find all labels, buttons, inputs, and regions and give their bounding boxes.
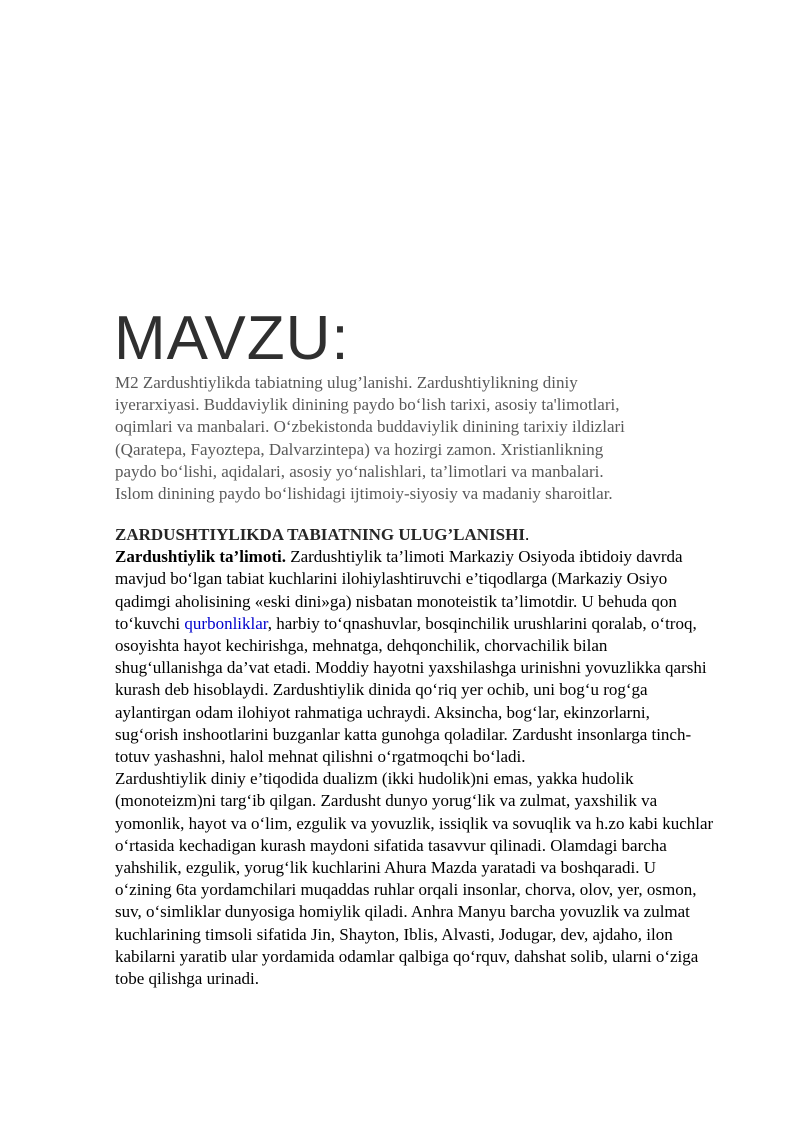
- section-heading-period: .: [524, 525, 530, 544]
- section-heading-line: [115, 524, 715, 546]
- paragraph-1: [115, 546, 715, 768]
- paragraph-1-lead: Zardushtiylik ta’limoti.: [115, 547, 286, 567]
- paragraph-1-text-a: Zardushtiylik ta’limoti Markaziy Osiyoda ibtidoiy davrda mavjud bo‘lgan tabiat kuchlarini ilohiylashtiruvchi e’tiqodlarga (Markaziy Osiyo qadimgi aholisining «eski dini»ga) nisbatan monoteistik ta’limotdir. U behuda qon to‘kuvchi: [115, 547, 683, 633]
- paragraph-1-text-b: , harbiy to‘qnashuvlar, bosqinchilik urushlarini qoralab, o‘troq, osoyishta hayot kechirishga, mehnatga, dehqonchilik, chorvachilik bilan shug‘ullanishga da’vat etadi. Moddiy hayotni yaxshilashga urinishni yovuzlikka qarshi kurash deb hisoblaydi. Zardushtiylik dinida qo‘riq yer ochib, uni bog‘u rog‘ga aylantirgan odam ilohiyot rahmatiga uchraydi. Aksincha, bog‘lar, ekinzorlarni, sug‘orish inshootlarini buzganlar katta gunohga qoladilar. Zardusht insonlarga tinch-totuv yashashni, halol mehnat qilishni o‘rgatmoqchi bo‘ladi.: [115, 613, 707, 767]
- page-title: MAVZU:: [114, 304, 350, 373]
- section-heading: ZARDUSHTIYLIKDA TABIATNING ULUG’LANISHI: [115, 525, 525, 544]
- topic-subtitle: M2 Zardushtiylikda tabiatning ulug’lanishi. Zardushtiylikning diniy iyerarxiyasi. Buddaviylik dinining paydo bo‘lish tarixi, asosiy ta'limotlari, oqimlari va manbalari. O‘zbekistonda buddaviylik dinining tarixiy ildizlari (Qaratepa, Fayoztepa, Dalvarzintepa) va hozirgi zamon. Xristianlikning paydo bo‘lishi, aqidalari, asosiy yo‘nalishlari, ta’limotlari va manbalari. Islom dinining paydo bo‘lishidagi ijtimoiy-siyosiy va madaniy sharoitlar.: [115, 373, 625, 504]
- qurbonliklar-link[interactable]: qurbonliklar: [184, 613, 268, 633]
- document-body: [115, 524, 715, 990]
- paragraph-2: Zardushtiylik diniy e’tiqodida dualizm (ikki hudolik)ni emas, yakka hudolik (monoteizm)ni targ‘ib qilgan. Zardusht dunyo yorug‘lik va zulmat, yaxshilik va yomonlik, hayot va o‘lim, ezgulik va yovuzlik, issiqlik va sovuqlik va h.zo kabi kuchlar o‘rtasida kechadigan kurash maydoni sifatida tasavvur qilinadi. Olamdagi barcha yahshilik, ezgulik, yorug‘lik kuchlarini Ahura Mazda yaratadi va boshqaradi. U o‘zining 6ta yordamchilari muqaddas ruhlar orqali insonlar, chorva, olov, yer, osmon, suv, o‘simliklar dunyosiga homiylik qiladi. Anhra Manyu barcha yovuzlik va zulmat kuchlarining timsoli sifatida Jin, Shayton, Iblis, Alvasti, Jodugar, dev, ajdaho, ilon kabilarni yaratib ular yordamida odamlar qalbiga qo‘rquv, dahshat solib, ularni o‘ziga tobe qilishga urinadi.: [115, 769, 714, 989]
